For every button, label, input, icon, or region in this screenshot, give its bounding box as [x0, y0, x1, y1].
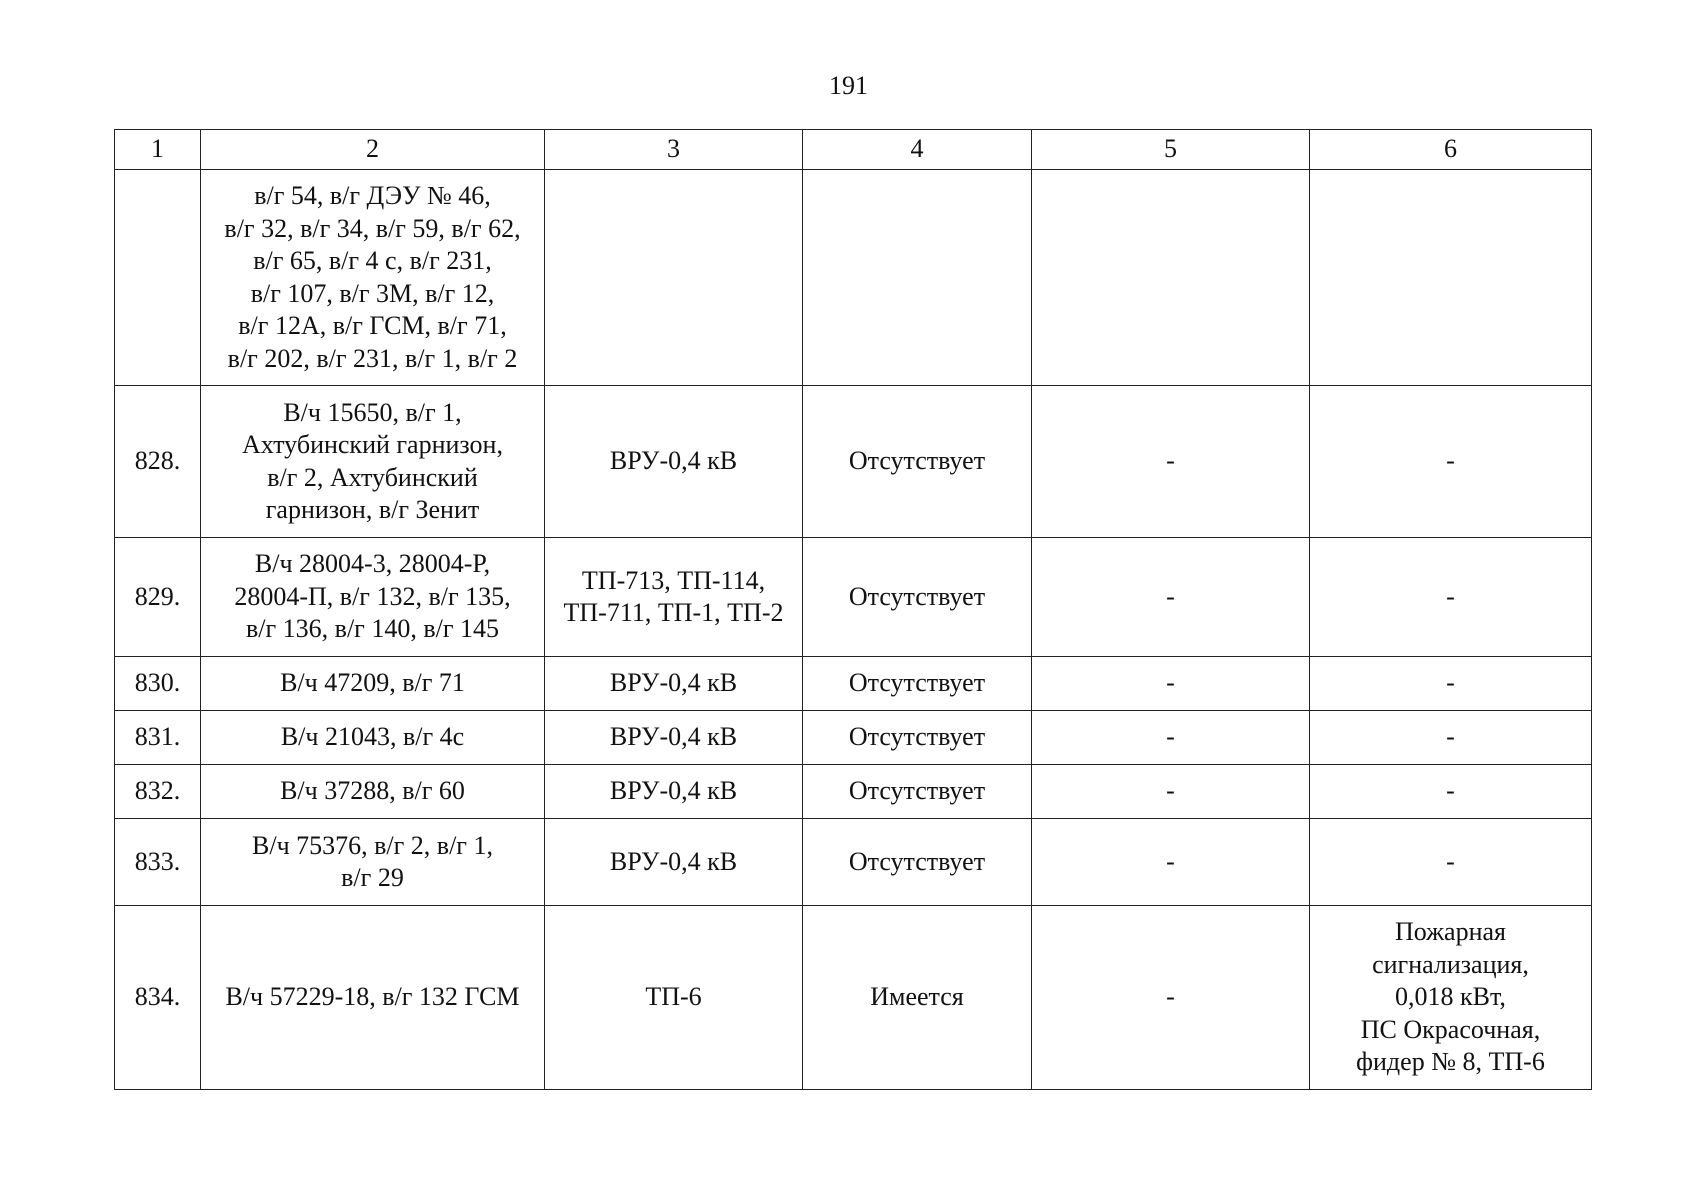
row-number-cell: 829.: [115, 538, 201, 657]
object-cell: В/ч 37288, в/г 60: [201, 765, 545, 819]
table-row: [115, 657, 1592, 711]
object-cell: В/ч 47209, в/г 71: [201, 657, 545, 711]
table-row: [115, 170, 1592, 386]
header-cell-2: 2: [201, 130, 545, 170]
object-cell: В/ч 75376, в/г 2, в/г 1, в/г 29: [201, 819, 545, 906]
reserve-cell: Отсутствует: [803, 386, 1032, 538]
row-number-cell: 832.: [115, 765, 201, 819]
header-cell-6: 6: [1310, 130, 1592, 170]
reserve-cell: Отсутствует: [803, 711, 1032, 765]
row-number-cell: 830.: [115, 657, 201, 711]
column-6-cell: -: [1310, 386, 1592, 538]
table-row: [115, 819, 1592, 906]
source-cell: ТП-713, ТП-114, ТП-711, ТП-1, ТП-2: [545, 538, 803, 657]
source-cell: ВРУ-0,4 кВ: [545, 657, 803, 711]
reserve-cell: Имеется: [803, 906, 1032, 1090]
source-cell: [545, 170, 803, 386]
header-cell-1: 1: [115, 130, 201, 170]
header-cell-4: 4: [803, 130, 1032, 170]
table-header-row: [115, 130, 1592, 170]
column-5-cell: -: [1032, 906, 1310, 1090]
column-5-cell: -: [1032, 819, 1310, 906]
reserve-cell: Отсутствует: [803, 819, 1032, 906]
table-row: [115, 386, 1592, 538]
source-cell: ТП-6: [545, 906, 803, 1090]
column-5-cell: -: [1032, 386, 1310, 538]
column-6-cell: -: [1310, 711, 1592, 765]
data-table: [114, 129, 1592, 1090]
object-cell: В/ч 15650, в/г 1, Ахтубинский гарнизон, в/г 2, Ахтубинский гарнизон, в/г Зенит: [201, 386, 545, 538]
column-6-cell: [1310, 170, 1592, 386]
row-number-cell: 831.: [115, 711, 201, 765]
table-row: [115, 906, 1592, 1090]
source-cell: ВРУ-0,4 кВ: [545, 711, 803, 765]
column-5-cell: [1032, 170, 1310, 386]
column-6-cell: -: [1310, 538, 1592, 657]
column-6-cell: -: [1310, 657, 1592, 711]
column-5-cell: -: [1032, 765, 1310, 819]
row-number-cell: 828.: [115, 386, 201, 538]
object-cell: В/ч 21043, в/г 4с: [201, 711, 545, 765]
source-cell: ВРУ-0,4 кВ: [545, 386, 803, 538]
table-row: [115, 538, 1592, 657]
header-cell-5: 5: [1032, 130, 1310, 170]
column-6-cell: -: [1310, 819, 1592, 906]
reserve-cell: [803, 170, 1032, 386]
column-6-cell: -: [1310, 765, 1592, 819]
object-cell: в/г 54, в/г ДЭУ № 46, в/г 32, в/г 34, в/г 59, в/г 62, в/г 65, в/г 4 с, в/г 231, в/г 107, в/г 3М, в/г 12, в/г 12А, в/г ГСМ, в/г 71, в/г 202, в/г 231, в/г 1, в/г 2: [201, 170, 545, 386]
reserve-cell: Отсутствует: [803, 538, 1032, 657]
row-number-cell: 833.: [115, 819, 201, 906]
reserve-cell: Отсутствует: [803, 657, 1032, 711]
object-cell: В/ч 57229-18, в/г 132 ГСМ: [201, 906, 545, 1090]
column-5-cell: -: [1032, 711, 1310, 765]
row-number-cell: 834.: [115, 906, 201, 1090]
column-6-cell: Пожарная сигнализация, 0,018 кВт, ПС Окрасочная, фидер № 8, ТП-6: [1310, 906, 1592, 1090]
header-cell-3: 3: [545, 130, 803, 170]
table-row: [115, 711, 1592, 765]
column-5-cell: -: [1032, 657, 1310, 711]
row-number-cell: [115, 170, 201, 386]
source-cell: ВРУ-0,4 кВ: [545, 765, 803, 819]
table-row: [115, 765, 1592, 819]
page-number: 191: [829, 71, 868, 100]
column-5-cell: -: [1032, 538, 1310, 657]
source-cell: ВРУ-0,4 кВ: [545, 819, 803, 906]
object-cell: В/ч 28004-3, 28004-Р, 28004-П, в/г 132, в/г 135, в/г 136, в/г 140, в/г 145: [201, 538, 545, 657]
reserve-cell: Отсутствует: [803, 765, 1032, 819]
